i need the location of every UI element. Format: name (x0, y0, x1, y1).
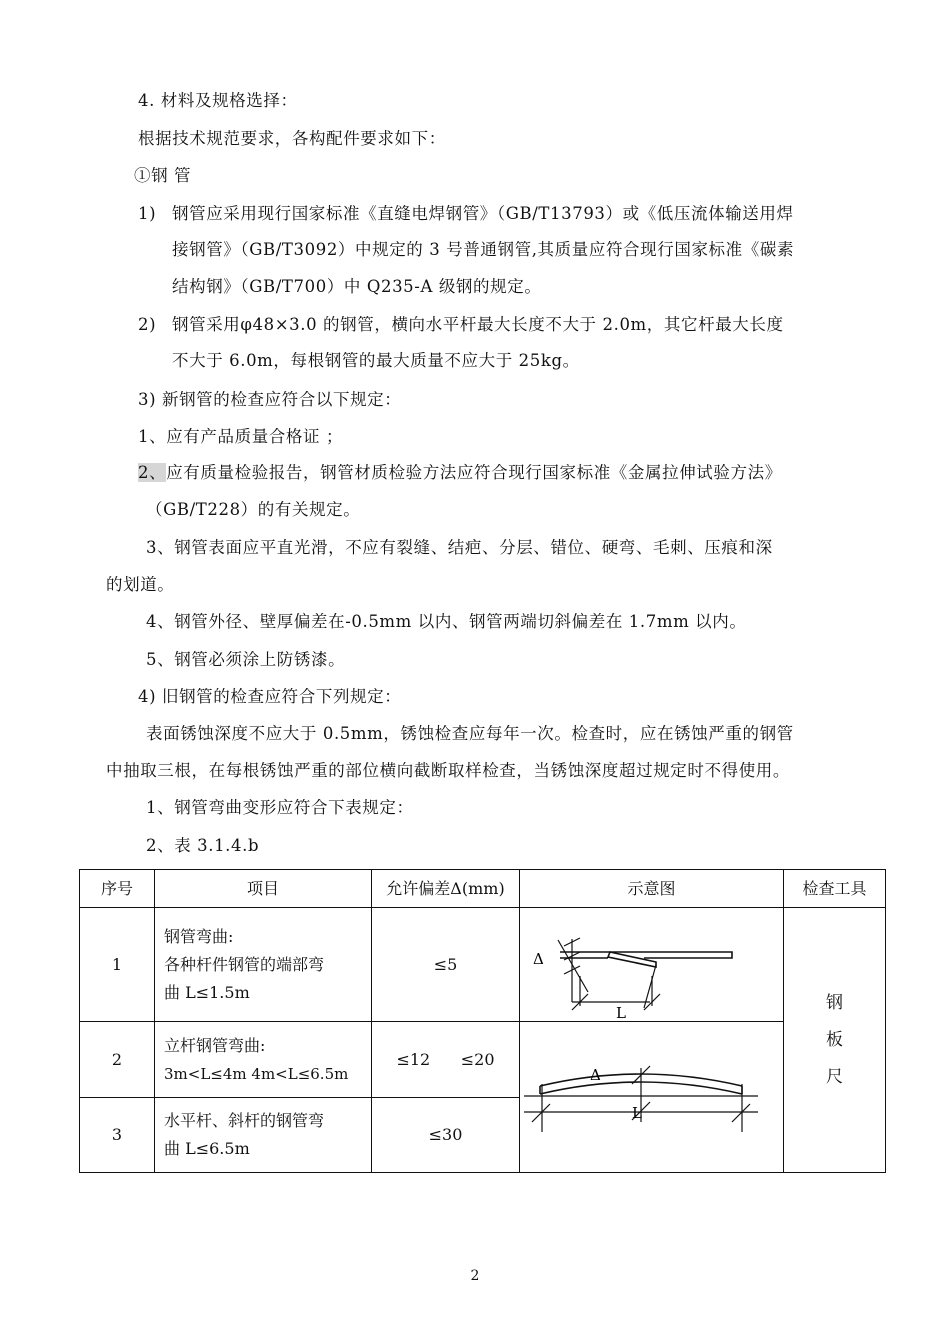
header-no: 序号 (80, 870, 155, 908)
ref-line-lower (558, 940, 588, 992)
doc-line-17: 4) 旧钢管的检查应符合下列规定： (138, 687, 402, 706)
page-number: 2 (470, 1268, 480, 1284)
doc-line-6: 结构钢》（GB/T700）中 Q235-A 级钢的规定。 (172, 277, 542, 296)
row1-item (155, 908, 372, 1022)
doc-line-2: 根据技术规范要求，各构配件要求如下： (138, 129, 446, 148)
doc-line-14: 的划道。 (106, 575, 175, 594)
row2-item (155, 1022, 372, 1098)
doc-line-20: 1、钢管弯曲变形应符合下表规定： (146, 798, 414, 817)
doc-line-11 (138, 462, 782, 484)
header-diagram: 示意图 (520, 870, 784, 908)
doc-line-18: 表面锈蚀深度不应大于 0.5mm，锈蚀检查应每年一次。检查时，应在锈蚀严重的钢管 (146, 724, 794, 743)
row2-no: 2 (80, 1022, 155, 1098)
doc-line-13: 3、钢管表面应平直光滑，不应有裂缝、结疤、分层、错位、硬弯、毛刺、压痕和深 (146, 538, 773, 557)
row1-tolerance: ≤5 (372, 908, 520, 1022)
pipe-straight-part (610, 952, 732, 958)
row2-item-line2: 3m<L≤4m 4m<L≤6.5m (164, 1064, 349, 1083)
arc-delta-label: Δ (590, 1066, 601, 1084)
row3-tolerance: ≤30 (372, 1098, 520, 1173)
highlighted-number: 2、 (138, 463, 167, 482)
row3-item (155, 1098, 372, 1173)
table-row (80, 1022, 886, 1098)
doc-line-3: ①钢 管 (134, 166, 192, 185)
doc-line-1: 4. 材料及规格选择： (138, 91, 298, 110)
doc-line-15: 4、钢管外径、壁厚偏差在-0.5mm 以内、钢管两端切斜偏差在 1.7mm 以内。 (146, 612, 747, 631)
tool-char-2: 板 (826, 1029, 843, 1050)
row3-item-line2: 曲 L≤6.5m (164, 1139, 250, 1158)
doc-line-5: 接钢管》（GB/T3092）中规定的 3 号普通钢管,其质量应符合现行国家标准《碳素 (172, 240, 795, 259)
header-item: 项目 (155, 870, 372, 908)
row2-tolerance: ≤12 ≤20 (372, 1022, 520, 1098)
end-bend-diagram-cell (520, 908, 784, 1022)
doc-line-8: 不大于 6.0m，每根钢管的最大质量不应大于 25kg。 (172, 351, 580, 370)
tool-char-1: 钢 (826, 992, 843, 1013)
header-tolerance: 允许偏差Δ(mm) (372, 870, 520, 908)
doc-line-11-text: 应有质量检验报告，钢管材质检验方法应符合现行国家标准《金属拉伸试验方法》 (166, 463, 782, 482)
arc-bend-diagram-cell (520, 1022, 784, 1173)
tool-cell (784, 908, 886, 1173)
doc-line-9: 3) 新钢管的检查应符合以下规定： (138, 390, 402, 409)
end-bend-dimension-lines (558, 938, 660, 1010)
doc-line-21: 2、表 3.1.4.b (146, 836, 260, 855)
delta-label: Δ (533, 949, 544, 968)
row3-item-line1: 水平杆、斜杆的钢管弯 (164, 1111, 325, 1130)
row1-item-line3: 曲 L≤1.5m (164, 982, 250, 1002)
row2-item-line1: 立杆钢管弯曲: (164, 1035, 266, 1055)
doc-line-10: 1、应有产品质量合格证 ； (138, 427, 344, 446)
tool-char-3: 尺 (826, 1066, 843, 1087)
header-tool: 检查工具 (784, 870, 886, 908)
row1-no: 1 (80, 908, 155, 1022)
end-bend-diagram (520, 910, 784, 1020)
row1-item-line2: 各种杆件钢管的端部弯 (164, 954, 325, 974)
tick-left (532, 1104, 550, 1122)
arc-bend-diagram (520, 1022, 784, 1172)
pipe-bent-end (608, 952, 656, 967)
pipe-bending-table (79, 869, 886, 1173)
tick-right (732, 1104, 750, 1122)
doc-line-4: 钢管应采用现行国家标准《直缝电焊钢管》（GB/T13793）或《低压流体输送用焊 (172, 204, 794, 223)
table-row (80, 908, 886, 1022)
arc-dimension-lines (524, 1066, 758, 1132)
length-label: L (616, 1003, 626, 1020)
end-bend-pipe-shape (560, 952, 732, 967)
doc-line-16: 5、钢管必须涂上防锈漆。 (146, 650, 346, 669)
doc-line-19: 中抽取三根，在每根锈蚀严重的部位横向截断取样检查，当锈蚀深度超过规定时不得使用。 (106, 761, 790, 780)
doc-line-7: 钢管采用φ48×3.0 的钢管，横向水平杆最大长度不大于 2.0m，其它杆最大长度 (172, 315, 784, 334)
row1-item-line1: 钢管弯曲: (164, 926, 234, 946)
table-header-row (80, 870, 886, 908)
doc-line-4-num: 1) (138, 204, 157, 223)
arc-length-label: L (632, 1104, 642, 1122)
doc-line-7-num: 2) (138, 315, 157, 334)
doc-line-12: （GB/T228）的有关规定。 (146, 500, 361, 519)
row3-no: 3 (80, 1098, 155, 1173)
